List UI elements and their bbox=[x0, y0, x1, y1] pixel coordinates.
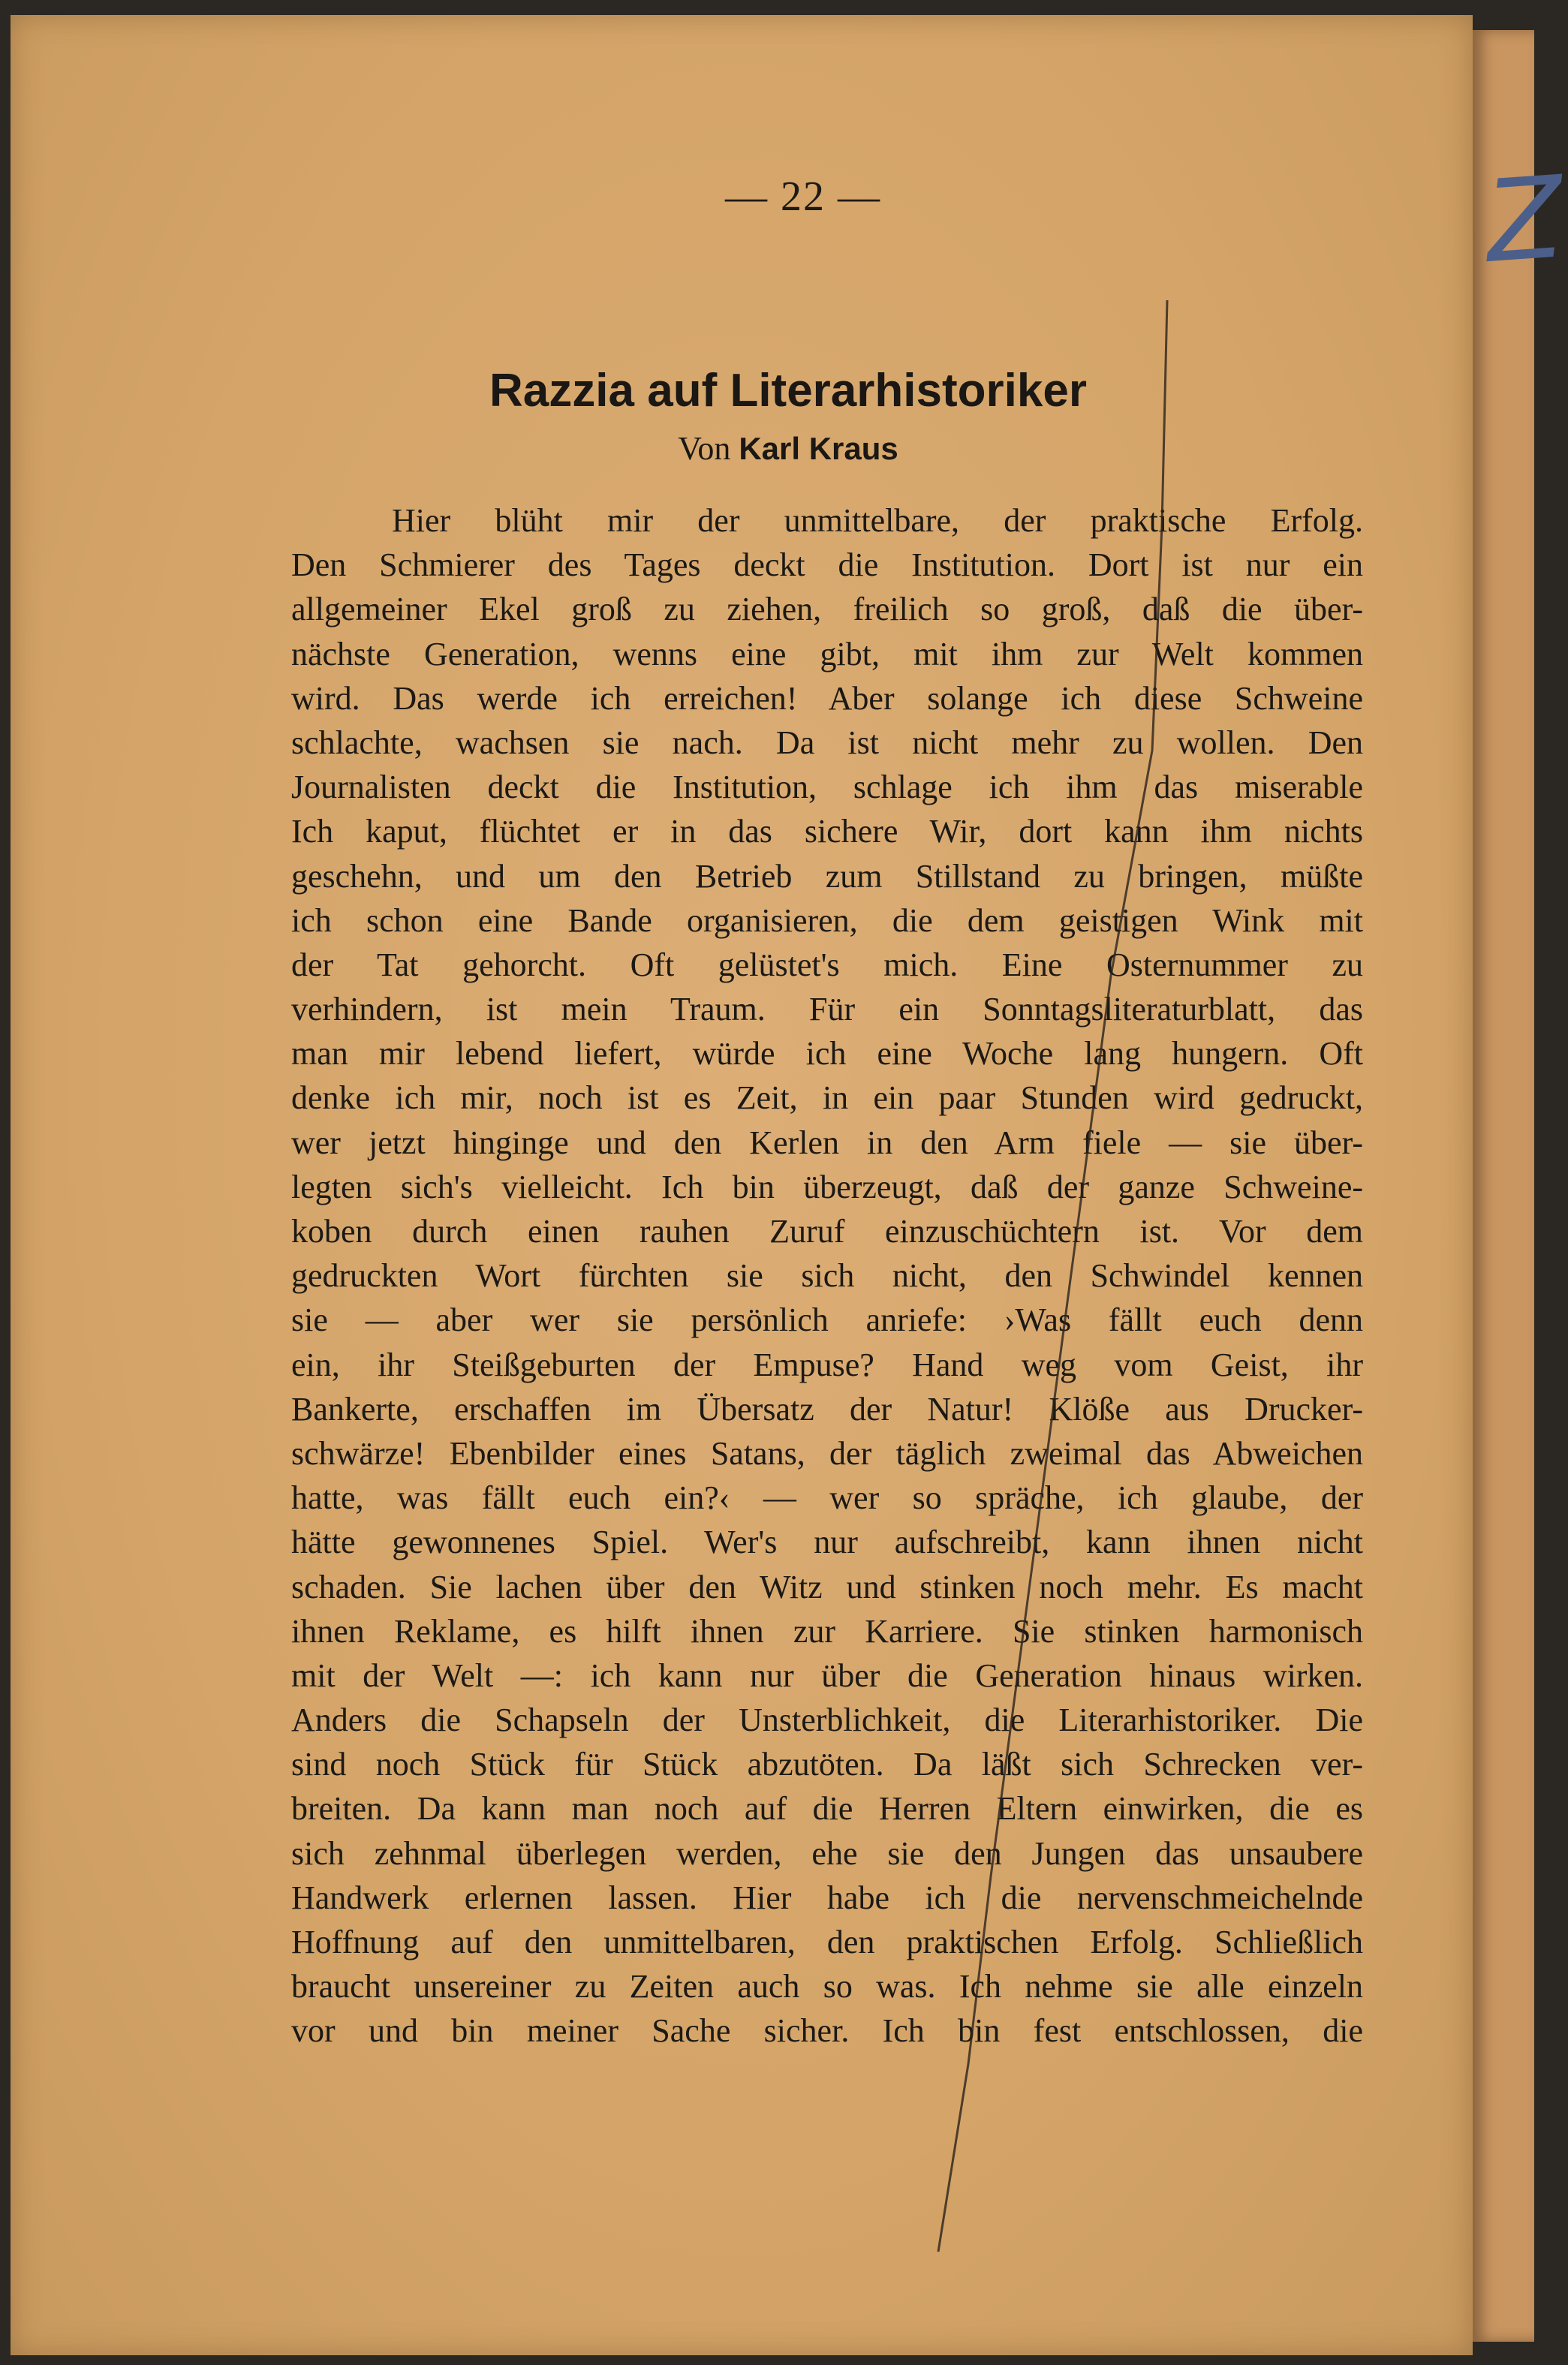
text-line: sie — aber wer sie persönlich anriefe: ›Was fällt euch denn bbox=[291, 1301, 1363, 1339]
text-line: schaden. Sie lachen über den Witz und stinken noch mehr. Es macht bbox=[291, 1568, 1363, 1605]
byline-author: Karl Kraus bbox=[739, 431, 898, 466]
article-body bbox=[291, 498, 1363, 2054]
text-line: gedruckten Wort fürchten sie sich nicht, den Schwindel kennen bbox=[291, 1257, 1363, 1295]
text-line: Ich kaput, flüchtet er in das sichere Wir, dort kann ihm nichts bbox=[291, 813, 1363, 850]
text-line: koben durch einen rauhen Zuruf einzuschüchtern ist. Vor dem bbox=[291, 1213, 1363, 1250]
text-line: wer jetzt hinginge und den Kerlen in den Arm fiele — sie über- bbox=[291, 1124, 1363, 1161]
text-line: schlachte, wachsen sie nach. Da ist nicht mehr zu wollen. Den bbox=[291, 724, 1363, 761]
blue-pencil-mark: Z bbox=[1482, 152, 1568, 288]
text-line: allgemeiner Ekel groß zu ziehen, freilich so groß, daß die über- bbox=[291, 591, 1363, 628]
next-page-edge bbox=[1473, 30, 1568, 2342]
text-line: Hoffnung auf den unmittelbaren, den praktischen Erfolg. Schließlich bbox=[291, 1924, 1363, 1960]
page-number: — 22 — bbox=[725, 173, 881, 220]
byline-prefix: Von bbox=[678, 430, 731, 467]
text-line: Hier blüht mir der unmittelbare, der praktische Erfolg. bbox=[392, 502, 1363, 539]
text-line: Bankerte, erschaffen im Übersatz der Natur! Klöße aus Drucker- bbox=[291, 1390, 1363, 1428]
text-line: Journalisten deckt die Institution, schlage ich ihm das miserable bbox=[291, 769, 1363, 806]
text-line: mit der Welt —: ich kann nur über die Generation hinaus wirken. bbox=[291, 1656, 1363, 1694]
text-line: verhindern, ist mein Traum. Für ein Sonntagsliteraturblatt, das bbox=[291, 991, 1363, 1028]
text-line: Handwerk erlernen lassen. Hier habe ich die nervenschmeichelnde bbox=[291, 1879, 1363, 1916]
text-line: Den Schmierer des Tages deckt die Institution. Dort ist nur ein bbox=[291, 546, 1363, 584]
text-line: geschehn, und um den Betrieb zum Stillstand zu bringen, müßte bbox=[291, 857, 1363, 895]
text-line: denke ich mir, noch ist es Zeit, in ein paar Stunden wird gedruckt, bbox=[291, 1079, 1363, 1117]
text-line: vor und bin meiner Sache sicher. Ich bin fest entschlossen, die bbox=[291, 2012, 1363, 2050]
text-line: schwärze! Ebenbilder eines Satans, der täglich zweimal das Abweichen bbox=[291, 1434, 1363, 1472]
text-line: hätte gewonnenes Spiel. Wer's nur aufschreibt, kann ihnen nicht bbox=[291, 1524, 1363, 1561]
text-line: Anders die Schapseln der Unsterblichkeit, die Literarhistoriker. Die bbox=[291, 1702, 1363, 1739]
text-line: nächste Generation, wenns eine gibt, mit ihm zur Welt kommen bbox=[291, 635, 1363, 672]
text-line: ihnen Reklame, es hilft ihnen zur Karriere. Sie stinken harmonisch bbox=[291, 1612, 1363, 1650]
byline bbox=[285, 429, 1291, 468]
text-line: sich zehnmal überlegen werden, ehe sie den Jungen das unsaubere bbox=[291, 1834, 1363, 1872]
text-line: wird. Das werde ich erreichen! Aber solange ich diese Schweine bbox=[291, 679, 1363, 717]
text-line: ich schon eine Bande organisieren, die dem geistigen Wink mit bbox=[291, 901, 1363, 939]
text-line: braucht unsereiner zu Zeiten auch so was. Ich nehme sie alle einzeln bbox=[291, 1968, 1363, 2005]
text-line: legten sich's vielleicht. Ich bin überzeugt, daß der ganze Schweine- bbox=[291, 1168, 1363, 1205]
text-line: hatte, was fällt euch ein?‹ — wer so spräche, ich glaube, der bbox=[291, 1479, 1363, 1517]
text-line: man mir lebend liefert, würde ich eine Woche lang hungern. Oft bbox=[291, 1035, 1363, 1073]
text-line: der Tat gehorcht. Oft gelüstet's mich. Eine Osternummer zu bbox=[291, 946, 1363, 983]
text-line: sind noch Stück für Stück abzutöten. Da läßt sich Schrecken ver- bbox=[291, 1746, 1363, 1783]
text-line: breiten. Da kann man noch auf die Herren Eltern einwirken, die es bbox=[291, 1790, 1363, 1828]
article-title: Razzia auf Literarhistoriker bbox=[489, 365, 1087, 417]
text-line: ein, ihr Steißgeburten der Empuse? Hand weg vom Geist, ihr bbox=[291, 1346, 1363, 1383]
